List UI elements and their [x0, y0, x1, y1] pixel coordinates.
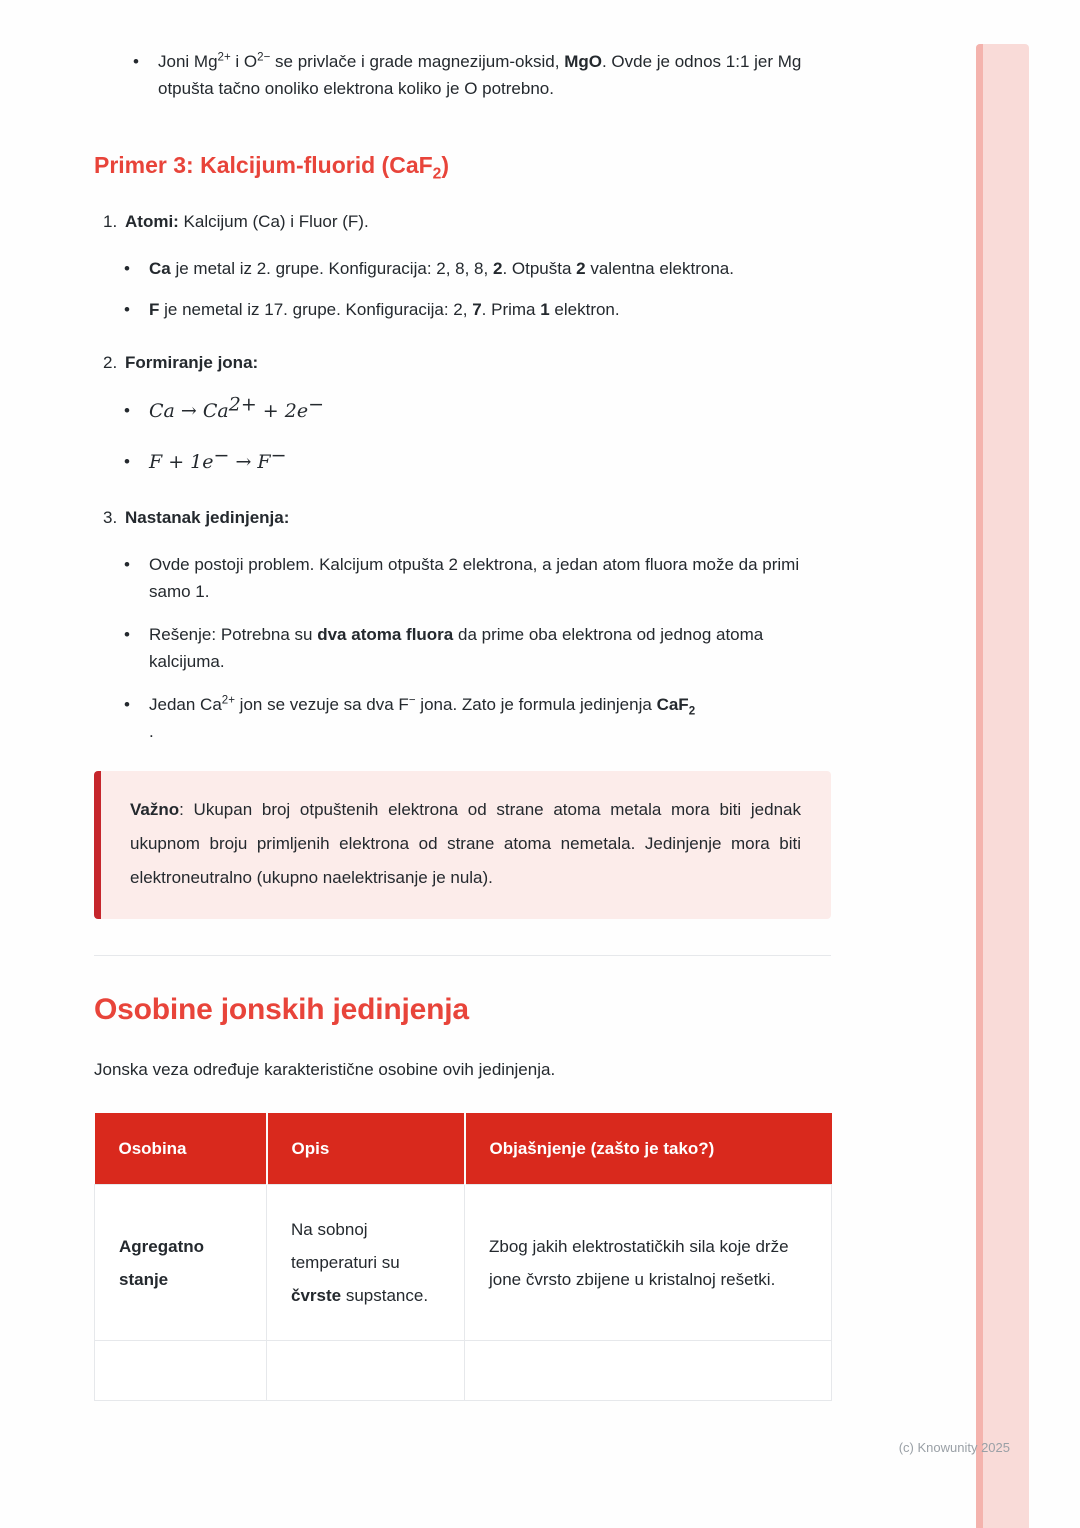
osobine-intro: Jonska veza određuje karakteristične osobine ovih jedinjenja. — [94, 1060, 556, 1079]
table-cell — [465, 1341, 832, 1401]
list-number: 2. — [103, 353, 118, 372]
list-item — [133, 48, 831, 102]
table-cell-objasnjenje: Zbog jakih elektrostatičkih sila koje drže jone čvrsto zbijene u kristalnoj rešetki. — [465, 1185, 832, 1341]
table-cell-osobina: Agregatno stanje — [95, 1185, 267, 1341]
list-item-text: Rešenje: Potrebna su dva atoma fluora da prime oba elektrona od jednog atoma kalcijuma. — [149, 625, 764, 671]
section-divider — [94, 955, 831, 956]
list-item — [124, 551, 831, 605]
table-row — [95, 1185, 832, 1341]
callout-text: Važno: Ukupan broj otpuštenih elektrona od strane atoma metala mora biti jednak ukupnom broju primljenih elektrona od strane atoma nemetala. Jedinjenje mora biti elektroneutralno (ukupno naelektrisanje je nula). — [130, 800, 801, 887]
important-callout — [94, 771, 831, 919]
list-item — [124, 444, 831, 478]
list-item — [124, 255, 831, 282]
list-item-title: Atomi: Kalcijum (Ca) i Fluor (F). — [125, 212, 369, 231]
bullet-list — [124, 551, 831, 745]
primer3-heading: Primer 3: Kalcijum-fluorid (CaF$_2$) — [94, 152, 450, 183]
list-number: 1. — [103, 212, 118, 231]
list-item-title: Nastanak jedinjenja: — [125, 508, 290, 527]
numbered-item-2 — [94, 349, 831, 478]
bullet-marker: • — [124, 625, 130, 644]
list-item-text: Joni $Mg^{2+}$ i $O^{2-}$ se privlače i grade magnezijum-oksid, MgO. Ovde je odnos 1:1 jer Mg otpušta tačno onoliko elektrona koliko je O potrebno. — [158, 51, 802, 98]
numbered-item-head — [94, 504, 831, 531]
bullet-marker: • — [124, 695, 130, 714]
osobine-heading: Osobine jonskih jedinjenja — [94, 993, 469, 1026]
bullet-marker: • — [124, 555, 130, 574]
bullet-list — [124, 255, 831, 323]
list-item-text: Ovde postoji problem. Kalcijum otpušta 2 elektrona, a jedan atom fluora može da primi samo 1. — [149, 555, 800, 601]
list-number: 3. — [103, 508, 118, 527]
bullet-marker: • — [124, 401, 130, 420]
list-item — [124, 621, 831, 675]
formula-text: $Ca \to Ca^{2+} + 2e^-$ — [149, 393, 325, 422]
table-header-row — [95, 1113, 832, 1185]
table-cell-opis: Na sobnoj temperaturi su čvrste supstance. — [267, 1185, 465, 1341]
list-item-text: Jedan $Ca^{2+}$ jon se vezuje sa dva F− jona. Zato je formula jedinjenja CaF$_2$ . — [149, 694, 696, 741]
list-item-title: Formiranje jona: — [125, 353, 259, 372]
numbered-item-head — [94, 349, 831, 376]
numbered-item-3 — [94, 504, 831, 745]
list-item — [124, 691, 831, 745]
table-header-opis: Opis — [267, 1113, 465, 1185]
formula-text: F + 1e− → F− — [149, 444, 287, 473]
list-item — [124, 393, 831, 427]
properties-table — [94, 1113, 832, 1401]
table-header-objasnjenje: Objašnjenje (zašto je tako?) — [465, 1113, 832, 1185]
bullet-list — [124, 393, 831, 478]
list-item — [124, 296, 831, 323]
numbered-list — [94, 208, 831, 745]
list-item-text: F je nemetal iz 17. grupe. Konfiguracija: 2, 7. Prima 1 elektron. — [149, 300, 620, 319]
bullet-marker: • — [124, 300, 130, 319]
table-header-osobina: Osobina — [95, 1113, 267, 1185]
page-edge-decoration — [976, 44, 1029, 1528]
table-cell — [267, 1341, 465, 1401]
bullet-marker: • — [133, 52, 139, 71]
numbered-item-1 — [94, 208, 831, 323]
copyright-notice: (c) Knowunity 2025 — [898, 1440, 1010, 1455]
bullet-marker: • — [124, 452, 130, 471]
document-content — [94, 0, 831, 1401]
table-cell — [95, 1341, 267, 1401]
table-row-cutoff — [95, 1341, 832, 1401]
bullet-marker: • — [124, 259, 130, 278]
list-item-text: Ca je metal iz 2. grupe. Konfiguracija: 2, 8, 8, 2. Otpušta 2 valentna elektrona. — [149, 259, 734, 278]
page-edge-decoration-line — [976, 44, 983, 1528]
intro-list — [133, 48, 831, 102]
numbered-item-head — [94, 208, 831, 235]
